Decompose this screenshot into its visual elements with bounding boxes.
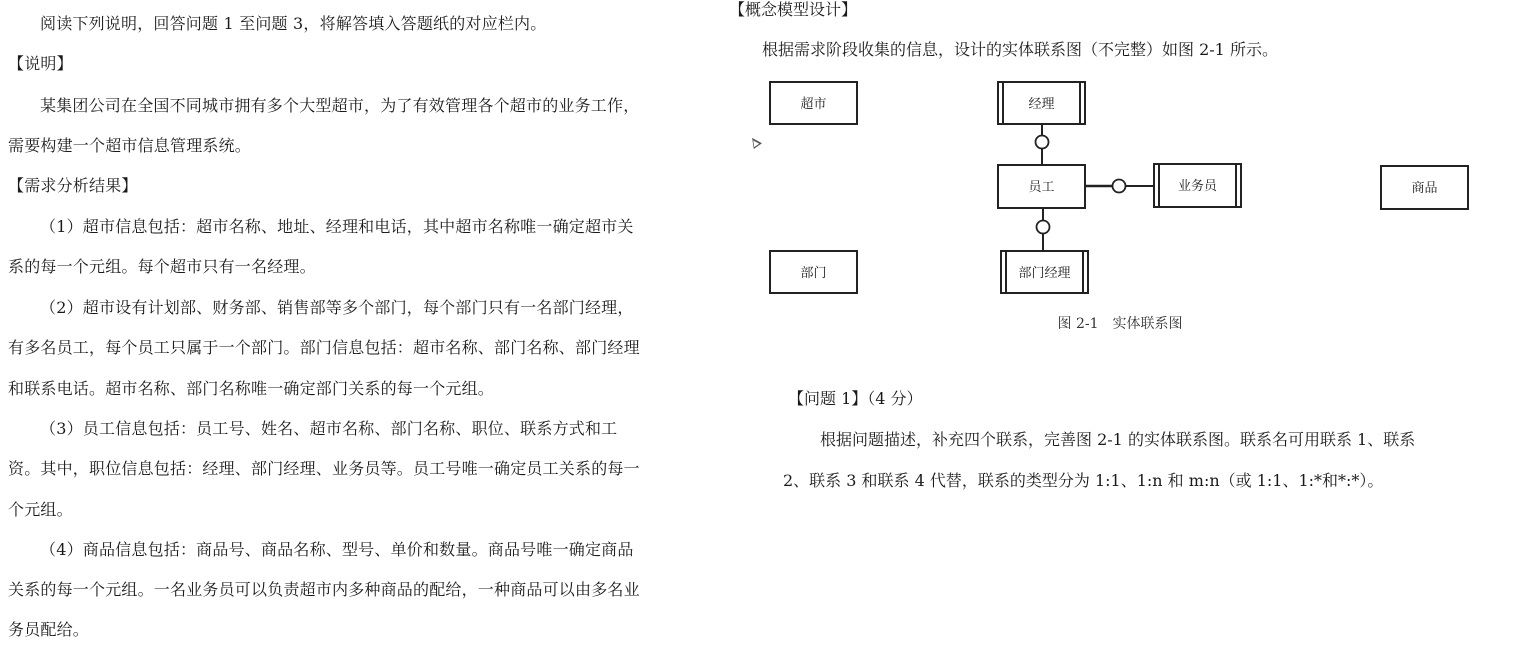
- requirement-4-line-1: （4）商品信息包括：商品号、商品名称、型号、单价和数量。商品号唯一确定商品: [40, 540, 634, 559]
- left-column: [0, 0, 725, 660]
- requirement-3-line-1: （3）员工信息包括：员工号、姓名、超市名称、部门名称、职位、联系方式和工: [40, 419, 618, 438]
- intro-text: 阅读下列说明，回答问题 1 至问题 3，将解答填入答题纸的对应栏内。: [40, 14, 547, 33]
- requirement-1-line-1: （1）超市信息包括：超市名称、地址、经理和电话，其中超市名称唯一确定超市关: [40, 217, 634, 236]
- entity-employee: [998, 165, 1085, 208]
- right-column: [725, 0, 1530, 660]
- entity-salesperson-label: 业务员: [1177, 179, 1218, 194]
- entity-department-label: 部门: [800, 266, 827, 281]
- question-1-heading: 【问题 1】（4 分）: [788, 389, 923, 408]
- entity-supermarket-label: 超市: [800, 97, 827, 112]
- requirement-1-line-2: 系的每一个元组。每个超市只有一名经理。: [8, 257, 316, 276]
- connector-employee-salesperson: [1085, 180, 1154, 193]
- entity-manager: [998, 82, 1085, 124]
- heading-description: 【说明】: [8, 54, 73, 73]
- entity-salesperson: [1154, 164, 1241, 207]
- requirement-4-line-3: 务员配给。: [8, 620, 90, 639]
- heading-requirements: 【需求分析结果】: [8, 176, 138, 195]
- er-diagram: [725, 0, 1530, 360]
- connector-employee-department-manager: [1037, 208, 1050, 251]
- question-1-line-2: 2、联系 3 和联系 4 代替，联系的类型分为 1:1、1:n 和 m:n（或 1:1、1:*和*:*）。: [783, 471, 1384, 490]
- heading-conceptual-model: 【概念模型设计】: [729, 0, 858, 19]
- connector-manager-employee: [1036, 124, 1049, 165]
- entity-employee-label: 员工: [1028, 180, 1055, 195]
- requirement-2-line-1: （2）超市设有计划部、财务部、销售部等多个部门，每个部门只有一名部门经理，: [40, 298, 634, 317]
- requirement-3-line-3: 个元组。: [8, 500, 73, 519]
- question-1-line-1: 根据问题描述，补充四个联系，完善图 2-1 的实体联系图。联系名可用联系 1、联系: [820, 430, 1416, 449]
- description-line-1: 某集团公司在全国不同城市拥有多个大型超市，为了有效管理各个超市的业务工作，: [40, 96, 640, 115]
- requirement-3-line-2: 资。其中，职位信息包括：经理、部门经理、业务员等。员工号唯一确定员工关系的每一: [8, 459, 640, 478]
- description-line-2: 需要构建一个超市信息管理系统。: [8, 136, 252, 155]
- requirement-4-line-2: 关系的每一个元组。一名业务员可以负责超市内多种商品的配给，一种商品可以由多名业: [8, 580, 640, 599]
- entity-supermarket: [770, 82, 857, 124]
- requirement-2-line-3: 和联系电话。超市名称、部门名称唯一确定部门关系的每一个元组。: [8, 379, 495, 398]
- entity-department-manager-label: 部门经理: [1018, 266, 1071, 281]
- entity-goods: [1381, 166, 1468, 209]
- requirement-2-line-2: 有多名员工，每个员工只属于一个部门。部门信息包括：超市名称、部门名称、部门经理: [8, 338, 640, 357]
- entity-manager-label: 经理: [1028, 97, 1055, 112]
- entity-goods-label: 商品: [1411, 181, 1438, 196]
- entity-department: [770, 251, 857, 293]
- model-description: 根据需求阶段收集的信息，设计的实体联系图（不完整）如图 2-1 所示。: [762, 40, 1278, 59]
- figure-caption: 图 2-1 实体联系图: [1057, 316, 1183, 332]
- entity-department-manager: [1001, 251, 1088, 293]
